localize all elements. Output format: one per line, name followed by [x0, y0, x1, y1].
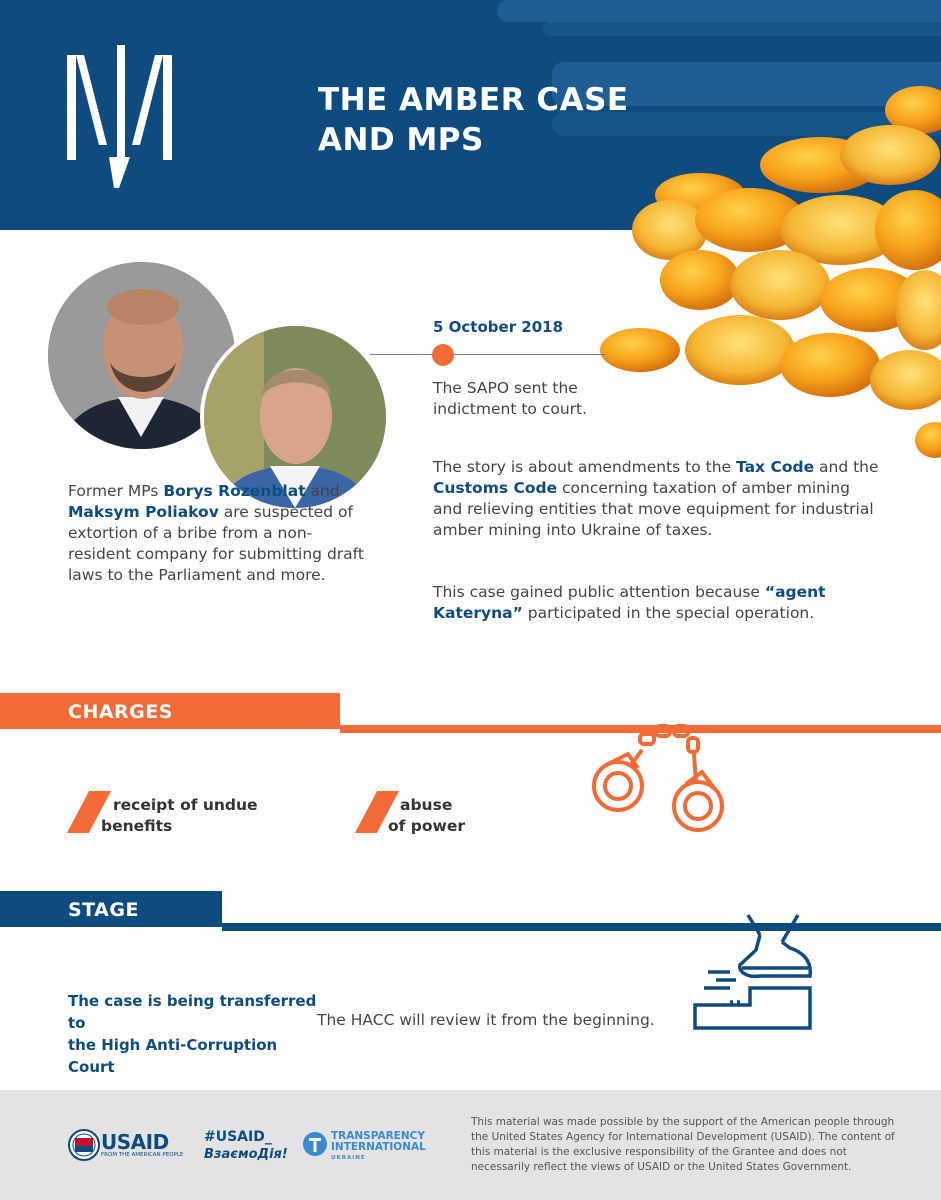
charge-line: benefits	[101, 817, 173, 835]
trident-logo-icon	[62, 45, 177, 190]
amber-stones-image	[590, 80, 941, 460]
title-line: THE AMBER CASE	[318, 82, 629, 118]
story-text: and the	[814, 458, 879, 476]
customs-code-highlight: Customs Code	[433, 479, 558, 497]
title-line: AND MPS	[318, 122, 484, 158]
hashtag-line: #USAID_	[204, 1129, 272, 1145]
mps-text: are suspected of extortion of a bribe from a non-resident company for submitting draft laws to the Parliament and more.	[68, 503, 364, 584]
tax-code-highlight: Tax Code	[736, 458, 815, 476]
attention-text: This case gained public attention because	[433, 583, 765, 601]
charges-heading: CHARGES	[0, 693, 340, 729]
stage-heading: STAGE	[0, 891, 222, 927]
ti-line: UKRAINE	[331, 1155, 366, 1161]
usaid-seal-icon	[68, 1128, 100, 1162]
charge-line: of power	[388, 817, 466, 835]
hashtag-line: ВзаємоДія!	[204, 1147, 288, 1162]
ti-line: INTERNATIONAL	[331, 1141, 426, 1153]
transparency-international-logo	[331, 1131, 426, 1164]
usaid-tagline: FROM THE AMERICAN PEOPLE	[101, 1152, 184, 1158]
mp-name-rozenblat: Borys Rozenblat	[163, 482, 306, 500]
mp-name-poliakov: Maksym Poliakov	[68, 503, 219, 521]
usaid-hashtag	[204, 1129, 288, 1163]
stage-status	[68, 990, 328, 1078]
stairs-step-icon	[690, 910, 820, 1035]
timeline-text: The SAPO sent the indictment to court.	[433, 379, 588, 418]
header-decor-bar	[497, 0, 941, 22]
timeline-date: 5 October 2018	[433, 318, 564, 336]
ti-line: TRANSPARENCY	[331, 1130, 425, 1142]
story-paragraph	[433, 457, 883, 541]
charge-item	[388, 795, 465, 837]
stage-status-line: The case is being transferred to	[68, 992, 317, 1032]
usaid-wordmark: USAID	[101, 1130, 169, 1154]
story-text: concerning taxation of amber mining and relieving entities that move equipment for industrial amber mining into Ukraine of taxes.	[433, 479, 874, 539]
charge-line: abuse	[400, 796, 453, 814]
stage-divider	[222, 923, 941, 931]
header-decor-bar	[543, 22, 941, 36]
footer-disclaimer: This material was made possible by the support of the American people through the United States Agency for International Development (USAID). The content of this material is the exclusive responsibility of the Grantee and does not necessarily reflect the views of USAID or the United States Government.	[471, 1116, 895, 1173]
timeline-dot	[432, 344, 454, 366]
stage-note: The HACC will review it from the beginning.	[317, 1011, 655, 1029]
mps-text: Former MPs	[68, 482, 164, 500]
mps-text: and	[305, 482, 340, 500]
attention-paragraph	[433, 582, 853, 624]
agent-highlight: “agent Kateryna”	[433, 583, 826, 622]
charge-item	[101, 795, 258, 837]
timeline-line	[370, 354, 605, 355]
ti-globe-icon	[302, 1131, 328, 1157]
stage-status-line: the High Anti-Corruption Court	[68, 1036, 278, 1076]
charge-line: receipt of undue	[113, 796, 258, 814]
story-text: The story is about amendments to the	[433, 458, 737, 476]
handcuffs-icon	[590, 718, 730, 838]
mps-paragraph	[68, 481, 368, 586]
attention-text: participated in the special operation.	[522, 604, 815, 622]
